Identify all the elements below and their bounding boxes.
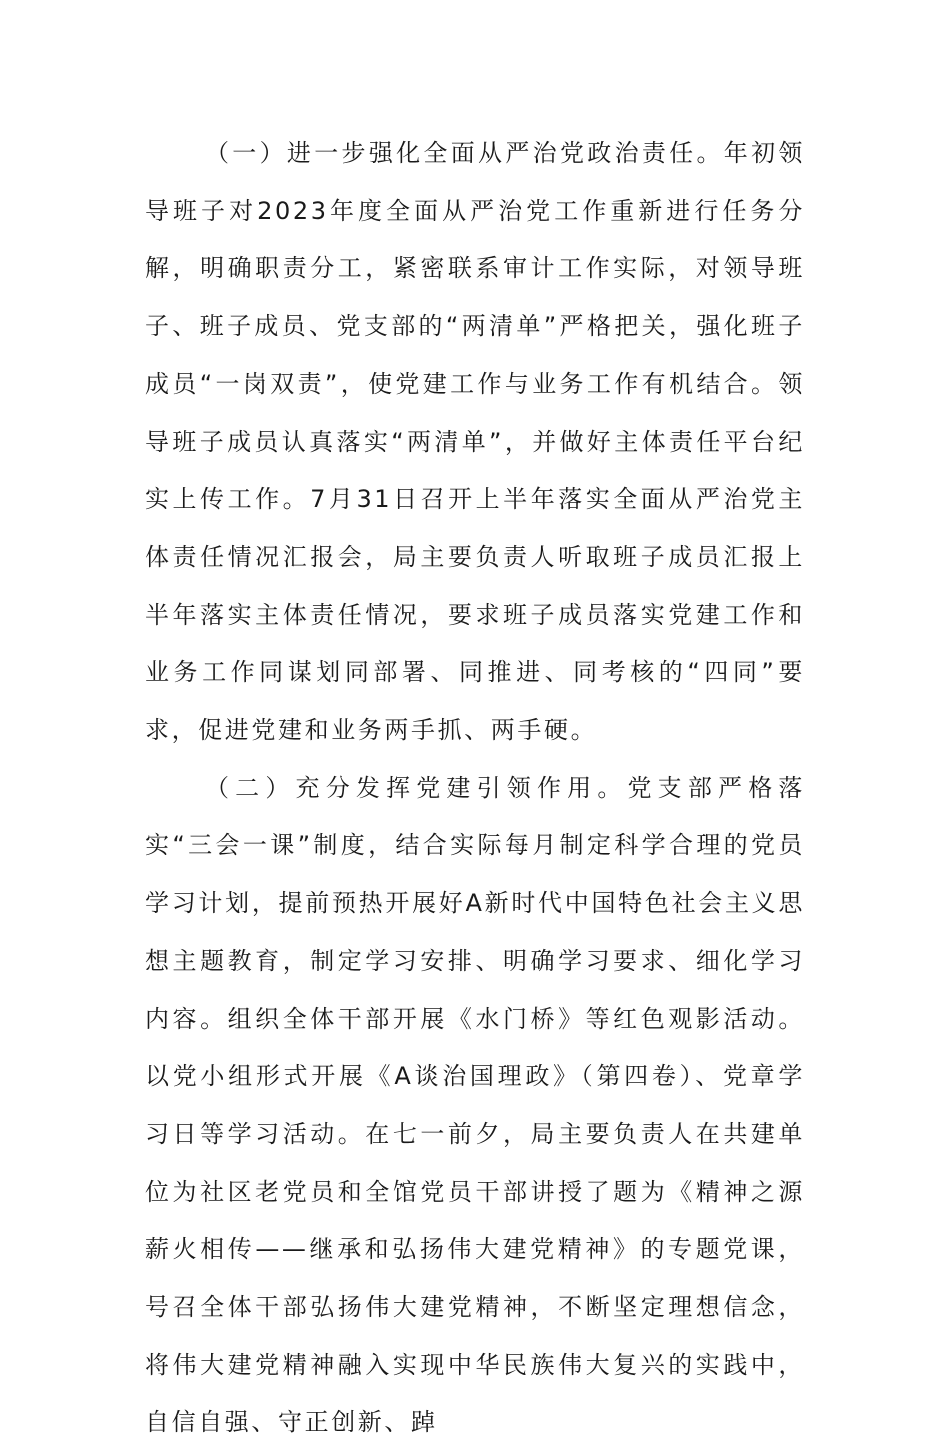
- paragraph-1: （一）进一步强化全面从严治党政治责任。年初领导班子对2023年度全面从严治党工作重新进行任务分解，明确职责分工，紧密联系审计工作实际，对领导班子、班子成员、党支部的“两清单”严格把关，强化班子成员“一岗双责”，使党建工作与业务工作有机结合。领导班子成员认真落实“两清单”，并做好主体责任平台纪实上传工作。7月31日召开上半年落实全面从严治党主体责任情况汇报会，局主要负责人听取班子成员汇报上半年落实主体责任情况，要求班子成员落实党建工作和业务工作同谋划同部署、同推进、同考核的“四同”要求，促进党建和业务两手抓、两手硬。: [145, 139, 805, 745]
- paragraph-2: （二）充分发挥党建引领作用。党支部严格落实“三会一课”制度，结合实际每月制定科学合理的党员学习计划，提前预热开展好A新时代中国特色社会主义思想主题教育，制定学习安排、明确学习要求、细化学习内容。组织全体干部开展《水门桥》等红色观影活动。以党小组形式开展《A谈治国理政》（第四卷）、党章学习日等学习活动。在七一前夕，局主要负责人在共建单位为社区老党员和全馆党员干部讲授了题为《精神之源薪火相传——继承和弘扬伟大建党精神》的专题党课，号召全体干部弘扬伟大建党精神，不断坚定理想信念，将伟大建党精神融入实现中华民族伟大复兴的实践中，自信自强、守正创新、踔: [145, 773, 805, 1437]
- document-body: [145, 125, 805, 1452]
